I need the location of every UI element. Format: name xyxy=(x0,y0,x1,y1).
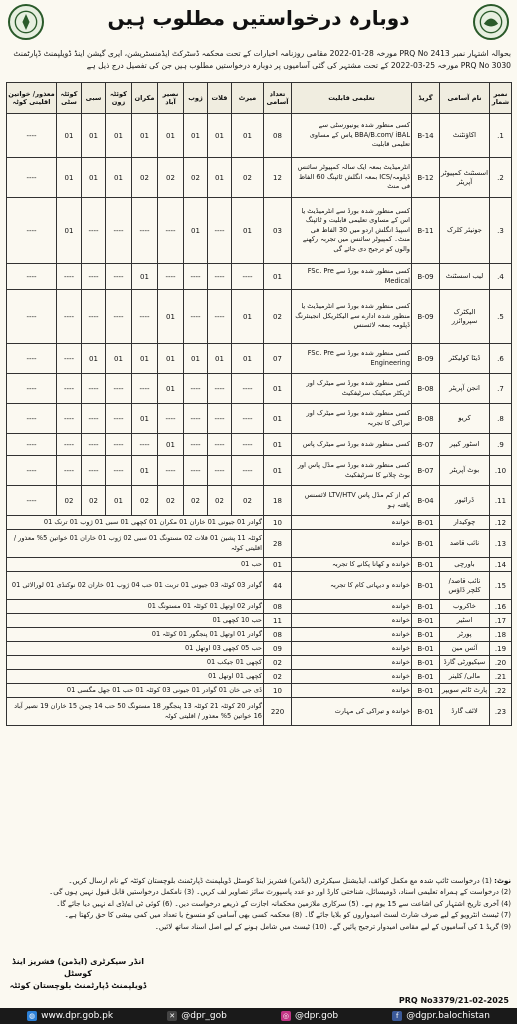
quota-cell: ---- xyxy=(82,404,106,434)
post-count: 01 xyxy=(264,456,292,486)
post-name: اکاؤنٹنٹ xyxy=(440,114,490,158)
footer-instagram[interactable] xyxy=(281,1011,338,1021)
quota-cell: ---- xyxy=(7,290,57,344)
district-distribution: حب 01 xyxy=(7,558,264,572)
quota-cell: ---- xyxy=(184,434,208,456)
quota-cell: ---- xyxy=(106,264,132,290)
quota-cell: ---- xyxy=(106,404,132,434)
quota-cell: ---- xyxy=(7,264,57,290)
post-count: 02 xyxy=(264,656,292,670)
quota-cell: ---- xyxy=(57,344,82,374)
quota-cell: 01 xyxy=(232,198,264,264)
instagram-icon: ◎ xyxy=(282,1012,289,1020)
post-name: اسسٹنٹ کمپیوٹر آپریٹر xyxy=(440,158,490,198)
quota-cell: ---- xyxy=(57,374,82,404)
table-row xyxy=(7,486,512,516)
note-line: (2) درخواست کے ہمراہ تعلیمی اسناد، ڈومیسائل، شناختی کارڈ اور دو عدد پاسپورٹ سائز تصاویر لف کریں۔ (3) نامکمل درخواستیں قابل قبول نہیں ہوں گی۔ xyxy=(49,888,511,897)
page-title: دوبارہ درخواستیں مطلوب ہیں xyxy=(107,6,410,30)
district-distribution: گوادر 03 کوئٹہ 03 جیونی 01 تربت 01 حب 04 ژوب 01 خاران 02 نوکنڈی 01 لورالائی 01 xyxy=(7,572,264,600)
grade: B-01 xyxy=(412,558,440,572)
quota-cell: 02 xyxy=(158,158,184,198)
qualification: خواندہ و دیہاتی کام کا تجربہ xyxy=(292,572,412,600)
quota-cell: 01 xyxy=(208,344,232,374)
qualification: خواندہ و کھانا پکانے کا تجربہ xyxy=(292,558,412,572)
table-row xyxy=(7,600,512,614)
district-distribution: کچھی 01 جیکب 01 xyxy=(7,656,264,670)
table-row xyxy=(7,642,512,656)
quota-cell: ---- xyxy=(106,434,132,456)
department-logo-icon xyxy=(473,4,509,40)
row-number: 9. xyxy=(490,434,512,456)
grade: B-01 xyxy=(412,628,440,642)
post-count: 220 xyxy=(264,698,292,726)
quota-cell: ---- xyxy=(132,434,158,456)
column-header: تعلیمی قابلیت xyxy=(292,83,412,114)
signature-line: انڈر سیکرٹری (ایڈمن) فشریز اینڈ کوسٹل xyxy=(12,957,144,978)
quota-cell: 01 xyxy=(57,114,82,158)
table-row xyxy=(7,628,512,642)
prq-number: PRQ No3379/21-02-2025 xyxy=(398,996,509,1005)
quota-cell: ---- xyxy=(106,374,132,404)
table-row xyxy=(7,684,512,698)
column-header: مکران xyxy=(132,83,158,114)
post-name: بوٹ آپریٹر xyxy=(440,456,490,486)
quota-cell: 01 xyxy=(106,114,132,158)
grade: B-01 xyxy=(412,698,440,726)
quota-cell: 01 xyxy=(158,290,184,344)
quota-cell: ---- xyxy=(82,290,106,344)
notes-label: نوٹ: xyxy=(494,877,511,885)
quota-cell: 01 xyxy=(57,198,82,264)
row-number: 13. xyxy=(490,530,512,558)
post-count: 12 xyxy=(264,158,292,198)
grade: B-04 xyxy=(412,486,440,516)
intro-line: PRQ No 3030 مورخہ 25-03-2022 کے تحت مشتہر کی گئی آسامیوں پر دوبارہ درخواستیں مطلوب ہیں جن کی تفصیل درج ذیل ہے xyxy=(86,61,511,71)
row-number: 14. xyxy=(490,558,512,572)
post-count: 01 xyxy=(264,434,292,456)
quota-cell: 01 xyxy=(158,344,184,374)
row-number: 4. xyxy=(490,264,512,290)
quota-cell: ---- xyxy=(232,434,264,456)
post-count: 10 xyxy=(264,684,292,698)
quota-cell: 01 xyxy=(158,434,184,456)
qualification: کسی منظور شدہ یونیورسٹی سے BBA/B.com/ iBAL یاس کے مساوی تعلیمی قابلیت xyxy=(292,114,412,158)
quota-cell: ---- xyxy=(208,434,232,456)
quota-cell: 02 xyxy=(232,158,264,198)
column-header: سبی xyxy=(82,83,106,114)
quota-cell: ---- xyxy=(7,486,57,516)
row-number: 10. xyxy=(490,456,512,486)
column-header: نام آسامی xyxy=(440,83,490,114)
quota-cell: ---- xyxy=(208,290,232,344)
column-header: ژوب xyxy=(184,83,208,114)
column-header: نمبر شمار xyxy=(490,83,512,114)
grade: B-01 xyxy=(412,614,440,628)
quota-cell: ---- xyxy=(208,404,232,434)
column-header: نصیر آباد xyxy=(158,83,184,114)
post-count: 08 xyxy=(264,600,292,614)
row-number: 7. xyxy=(490,374,512,404)
post-name: سیکیورٹی گارڈ xyxy=(440,656,490,670)
row-number: 17. xyxy=(490,614,512,628)
quota-cell: ---- xyxy=(106,456,132,486)
row-number: 18. xyxy=(490,628,512,642)
quota-cell: ---- xyxy=(208,264,232,290)
header xyxy=(0,0,517,46)
qualification: کم از کم مڈل پاس LTV/HTV لائسنس یافتہ ہو xyxy=(292,486,412,516)
qualification: کسی منظور شدہ بورڈ سے انٹرمیڈیٹ یا اس کے مساوی تعلیمی قابلیت و ٹائپنگ اسپیڈ انگلش اردو میں 30 الفاظ فی منٹ۔ کمپیوٹر سائنس میں تجربہ رکھنے والوں کو ترجیح دی جائے گی xyxy=(292,198,412,264)
quota-cell: ---- xyxy=(132,290,158,344)
quota-cell: ---- xyxy=(158,264,184,290)
post-count: 01 xyxy=(264,558,292,572)
table-row xyxy=(7,114,512,158)
quota-cell: 01 xyxy=(106,344,132,374)
district-distribution: کوئٹہ 11 پشین 01 قلات 02 مستونگ 01 سبی 02 ژوب 01 خاران 01 خواتین 5% معذور / اقلیتی کوٹہ xyxy=(7,530,264,558)
row-number: 2. xyxy=(490,158,512,198)
grade: B-09 xyxy=(412,264,440,290)
column-header: کوئٹہ سٹی xyxy=(57,83,82,114)
district-distribution: حب 10 کچھی 01 xyxy=(7,614,264,628)
quota-cell: 01 xyxy=(132,344,158,374)
note-line: (9) گریڈ 1 کی آسامیوں کے لیے مقامی امیدوار ترجیح پائیں گے۔ (10) ٹیسٹ میں شامل ہونے کے لیے اصل اسناد ساتھ لائیں۔ xyxy=(154,922,511,931)
post-count: 01 xyxy=(264,374,292,404)
row-number: 1. xyxy=(490,114,512,158)
qualification: خواندہ xyxy=(292,656,412,670)
table-row xyxy=(7,670,512,684)
quota-cell: 02 xyxy=(82,486,106,516)
quota-cell: 01 xyxy=(132,264,158,290)
row-number: 16. xyxy=(490,600,512,614)
qualification: کسی منظور شدہ بورڈ سے FSc. Pre Engineering xyxy=(292,344,412,374)
post-name: مالی/ کلینر xyxy=(440,670,490,684)
post-count: 01 xyxy=(264,264,292,290)
quota-cell: 01 xyxy=(106,158,132,198)
quota-cell: ---- xyxy=(208,374,232,404)
post-name: نائب قاصد/ کلچر ڈاؤس xyxy=(440,572,490,600)
quota-cell: 01 xyxy=(184,344,208,374)
post-name: خاکروب xyxy=(440,600,490,614)
quota-cell: 02 xyxy=(184,486,208,516)
table-row xyxy=(7,264,512,290)
quota-cell: 02 xyxy=(57,486,82,516)
quota-cell: 01 xyxy=(208,114,232,158)
quota-cell: ---- xyxy=(106,290,132,344)
table-header-row xyxy=(7,83,512,114)
signature-block xyxy=(8,956,148,996)
post-name: کریو xyxy=(440,404,490,434)
district-distribution: گوادر 20 کوئٹہ 21 کوئٹہ 13 پنجگور 18 مستونگ 50 حب 14 چمن 15 خاران 19 نصیر آباد 16 خواتین 5% معذور / اقلیتی کوٹہ xyxy=(7,698,264,726)
grade: B-01 xyxy=(412,642,440,656)
quota-cell: ---- xyxy=(82,264,106,290)
quota-cell: 01 xyxy=(158,374,184,404)
column-header: تعداد آسامی xyxy=(264,83,292,114)
quota-cell: 01 xyxy=(232,344,264,374)
table-row xyxy=(7,290,512,344)
quota-cell: ---- xyxy=(82,374,106,404)
instagram-handle[interactable]: @dpr.gob xyxy=(294,1011,339,1021)
post-count: 02 xyxy=(264,670,292,684)
row-number: 23. xyxy=(490,698,512,726)
quota-cell: ---- xyxy=(82,434,106,456)
post-name: انجن آپریٹر xyxy=(440,374,490,404)
post-name: ڈرائیور xyxy=(440,486,490,516)
post-name: جونیئر کلرک xyxy=(440,198,490,264)
post-count: 28 xyxy=(264,530,292,558)
post-name: نائب قاصد xyxy=(440,530,490,558)
intro-line: بحوالہ اشتہار نمبر PRQ No 2413 مورخہ 28-01-2022 مقامی روزنامہ اخبارات کے تحت محکمہ ڈسٹرکٹ ایڈمنسٹریشن، ایری گیشن اینڈ ڈویلپمنٹ ڈپارٹمنٹ xyxy=(13,49,511,58)
note-line: (1) درخواست ٹائپ شدہ مع مکمل کوائف، ایڈیشنل سیکرٹری (ایڈمن) فشریز اینڈ کوسٹل ڈویلپمنٹ ڈپارٹمنٹ بلوچستان کوئٹہ کے نام ارسال کریں۔ xyxy=(68,877,492,885)
quota-cell: 02 xyxy=(132,486,158,516)
quota-cell: ---- xyxy=(57,290,82,344)
grade: B-01 xyxy=(412,684,440,698)
quota-cell: ---- xyxy=(7,434,57,456)
post-count: 11 xyxy=(264,614,292,628)
qualification: خواندہ xyxy=(292,600,412,614)
quota-cell: 01 xyxy=(82,344,106,374)
quota-cell: 02 xyxy=(184,158,208,198)
grade: B-11 xyxy=(412,198,440,264)
table-row xyxy=(7,456,512,486)
facebook-handle[interactable]: @dgpr.balochistan xyxy=(406,1011,490,1021)
quota-cell: ---- xyxy=(132,198,158,264)
footer-website[interactable] xyxy=(27,1011,113,1021)
table-row xyxy=(7,572,512,600)
row-number: 22. xyxy=(490,684,512,698)
grade: B-01 xyxy=(412,670,440,684)
quota-cell: ---- xyxy=(82,456,106,486)
grade: B-01 xyxy=(412,516,440,530)
post-name: پورٹر xyxy=(440,628,490,642)
row-number: 15. xyxy=(490,572,512,600)
post-name: آئس مین xyxy=(440,642,490,656)
table-row xyxy=(7,656,512,670)
quota-cell: ---- xyxy=(232,374,264,404)
post-name: لائف گارڈ xyxy=(440,698,490,726)
quota-cell: ---- xyxy=(184,404,208,434)
column-header: کوئٹہ زون xyxy=(106,83,132,114)
quota-cell: 01 xyxy=(232,290,264,344)
table-row xyxy=(7,614,512,628)
district-distribution: کچھی 01 اوتھل 01 xyxy=(7,670,264,684)
qualification: کسی منظور شدہ بورڈ سے میٹرک پاس xyxy=(292,434,412,456)
quota-cell: ---- xyxy=(232,404,264,434)
qualification: کسی منظور شدہ بورڈ سے FSc. Pre Medical xyxy=(292,264,412,290)
quota-cell: 01 xyxy=(132,404,158,434)
footer-facebook[interactable] xyxy=(392,1011,490,1021)
post-name: الیکٹرک سپروائزر xyxy=(440,290,490,344)
grade: B-12 xyxy=(412,158,440,198)
qualification: خواندہ xyxy=(292,670,412,684)
district-distribution: ڈی جی خان 01 گوادر 01 جیونی 03 کوئٹہ 01 حب 01 جھل مگسی 01 xyxy=(7,684,264,698)
quota-cell: ---- xyxy=(7,198,57,264)
table-row xyxy=(7,698,512,726)
table-row xyxy=(7,434,512,456)
quota-cell: 01 xyxy=(184,198,208,264)
grade: B-01 xyxy=(412,656,440,670)
post-name: اسٹور کیپر xyxy=(440,434,490,456)
post-count: 09 xyxy=(264,642,292,656)
quota-cell: ---- xyxy=(7,374,57,404)
facebook-icon: f xyxy=(392,1011,402,1021)
post-count: 07 xyxy=(264,344,292,374)
post-name: باورچی xyxy=(440,558,490,572)
x-twitter-icon: ✕ xyxy=(167,1011,177,1021)
website-link[interactable]: www.dpr.gob.pk xyxy=(41,1011,114,1021)
district-distribution: گوادر 01 جیونی 01 خاران 01 مکران 01 کچھی 01 سبی 01 ژوب 01 ترنک 01 xyxy=(7,516,264,530)
column-header: میرٹ xyxy=(232,83,264,114)
grade: B-09 xyxy=(412,344,440,374)
post-name: ڈیٹا کولیکٹر xyxy=(440,344,490,374)
quota-cell: ---- xyxy=(57,434,82,456)
footer-twitter[interactable] xyxy=(167,1011,227,1021)
district-distribution: گوادر 02 اوتھل 01 کوئٹہ 01 مستونگ 01 xyxy=(7,600,264,614)
post-count: 08 xyxy=(264,114,292,158)
row-number: 6. xyxy=(490,344,512,374)
row-number: 8. xyxy=(490,404,512,434)
quota-cell: ---- xyxy=(208,456,232,486)
quota-cell: 01 xyxy=(132,456,158,486)
quota-cell: ---- xyxy=(57,404,82,434)
grade: B-07 xyxy=(412,434,440,456)
row-number: 5. xyxy=(490,290,512,344)
table-row xyxy=(7,558,512,572)
table-row xyxy=(7,404,512,434)
quota-cell: 01 xyxy=(57,158,82,198)
quota-cell: ---- xyxy=(82,198,106,264)
post-name: اسٹیر xyxy=(440,614,490,628)
vacancy-table xyxy=(6,82,512,726)
quota-cell: ---- xyxy=(184,290,208,344)
post-count: 44 xyxy=(264,572,292,600)
qualification: خواندہ xyxy=(292,516,412,530)
quota-cell: 02 xyxy=(232,486,264,516)
post-count: 10 xyxy=(264,516,292,530)
post-count: 03 xyxy=(264,198,292,264)
twitter-handle[interactable]: @dpr_gob xyxy=(181,1011,227,1021)
quota-cell: ---- xyxy=(158,404,184,434)
post-name: پارٹ ٹائم سویپر xyxy=(440,684,490,698)
qualification: خواندہ xyxy=(292,684,412,698)
quota-cell: 02 xyxy=(208,486,232,516)
table-row xyxy=(7,344,512,374)
government-seal-icon xyxy=(8,4,44,40)
note-line: (7) ٹیسٹ انٹرویو کے لیے صرف شارٹ لسٹ امیدواروں کو بلایا جائے گا۔ (8) محکمہ کسی بھی آسامی کو منسوخ یا تعداد میں کمی بیشی کا حق رکھتا ہے۔ xyxy=(64,911,511,920)
row-number: 20. xyxy=(490,656,512,670)
note-line: (4) آخری تاریخ اشتہار کی اشاعت سے 15 یوم ہے۔ (5) سرکاری ملازمین محکمانہ اجازت کے ذریعے درخواست دیں۔ (6) کوئی ٹی اے/ڈی اے نہیں دیا جائے گا۔ xyxy=(56,899,511,908)
quota-cell: ---- xyxy=(57,456,82,486)
district-distribution: گوادر 01 اوتھل 01 پنجگور 01 کوئٹہ 01 xyxy=(7,628,264,642)
grade: B-08 xyxy=(412,374,440,404)
quota-cell: 02 xyxy=(158,486,184,516)
post-name: لیب اسسٹنٹ xyxy=(440,264,490,290)
column-header: گریڈ xyxy=(412,83,440,114)
post-count: 02 xyxy=(264,290,292,344)
quota-cell: ---- xyxy=(158,456,184,486)
quota-cell: ---- xyxy=(184,374,208,404)
quota-cell: 01 xyxy=(232,114,264,158)
qualification: کسی منظور شدہ بورڈ سے میٹرک اور تیراکی کا تجربہ xyxy=(292,404,412,434)
qualification: کسی منظور شدہ بورڈ سے مڈل پاس اور بوٹ چلانے کا سرٹیفکیٹ xyxy=(292,456,412,486)
quota-cell: 01 xyxy=(184,114,208,158)
qualification: خواندہ xyxy=(292,642,412,656)
quota-cell: ---- xyxy=(106,198,132,264)
post-name: چوکیدار xyxy=(440,516,490,530)
quota-cell: 01 xyxy=(106,486,132,516)
quota-cell: ---- xyxy=(232,264,264,290)
table-row xyxy=(7,516,512,530)
row-number: 21. xyxy=(490,670,512,684)
table-row xyxy=(7,198,512,264)
quota-cell: ---- xyxy=(132,374,158,404)
grade: B-07 xyxy=(412,456,440,486)
quota-cell: 01 xyxy=(158,114,184,158)
qualification: خواندہ xyxy=(292,530,412,558)
quota-cell: ---- xyxy=(184,264,208,290)
row-number: 3. xyxy=(490,198,512,264)
quota-cell: 02 xyxy=(132,158,158,198)
qualification: انٹرمیڈیٹ بمعہ ایک سالہ کمپیوٹر سائنس ڈپلومہ/ICS بمعہ انگلش ٹائپنگ 60 الفاظ فی منٹ xyxy=(292,158,412,198)
district-distribution: حب 05 کچھی 03 اوتھل 01 xyxy=(7,642,264,656)
quota-cell: 01 xyxy=(82,114,106,158)
quota-cell: ---- xyxy=(232,456,264,486)
row-number: 19. xyxy=(490,642,512,656)
post-count: 18 xyxy=(264,486,292,516)
quota-cell: ---- xyxy=(7,114,57,158)
quota-cell: 01 xyxy=(82,158,106,198)
quota-cell: ---- xyxy=(7,344,57,374)
grade: B-01 xyxy=(412,572,440,600)
quota-cell: 01 xyxy=(132,114,158,158)
qualification: خواندہ و تیراکی کی مہارت xyxy=(292,698,412,726)
column-header: قلات xyxy=(208,83,232,114)
signature-line: ڈویلپمنٹ ڈپارٹمنٹ بلوچستان کوئٹہ xyxy=(9,981,147,990)
row-number: 12. xyxy=(490,516,512,530)
quota-cell: 01 xyxy=(208,158,232,198)
grade: B-08 xyxy=(412,404,440,434)
row-number: 11. xyxy=(490,486,512,516)
table-row xyxy=(7,530,512,558)
quota-cell: ---- xyxy=(7,404,57,434)
quota-cell: ---- xyxy=(158,198,184,264)
qualification: خواندہ xyxy=(292,614,412,628)
grade: B-14 xyxy=(412,114,440,158)
table-row xyxy=(7,158,512,198)
quota-cell: ---- xyxy=(7,456,57,486)
grade: B-09 xyxy=(412,290,440,344)
quota-cell: ---- xyxy=(57,264,82,290)
quota-cell: ---- xyxy=(184,456,208,486)
qualification: خواندہ xyxy=(292,628,412,642)
table-row xyxy=(7,374,512,404)
post-count: 08 xyxy=(264,628,292,642)
quota-cell: ---- xyxy=(208,198,232,264)
qualification: کسی منظور شدہ بورڈ سے انٹرمیڈیٹ یا منظور شدہ ادارے سے الیکٹریکل انجینئرنگ ڈپلومہ بمعہ لائسنس xyxy=(292,290,412,344)
footer-bar xyxy=(0,1008,517,1024)
post-count: 01 xyxy=(264,404,292,434)
globe-icon: ◍ xyxy=(29,1012,36,1020)
quota-cell: ---- xyxy=(7,158,57,198)
grade: B-01 xyxy=(412,530,440,558)
grade: B-01 xyxy=(412,600,440,614)
qualification: کسی منظور شدہ بورڈ سے میٹرک اور ٹریکٹر میکینک سرٹیفکیٹ xyxy=(292,374,412,404)
column-header: معذور/ خواتین اقلیتی کوٹہ xyxy=(7,83,57,114)
